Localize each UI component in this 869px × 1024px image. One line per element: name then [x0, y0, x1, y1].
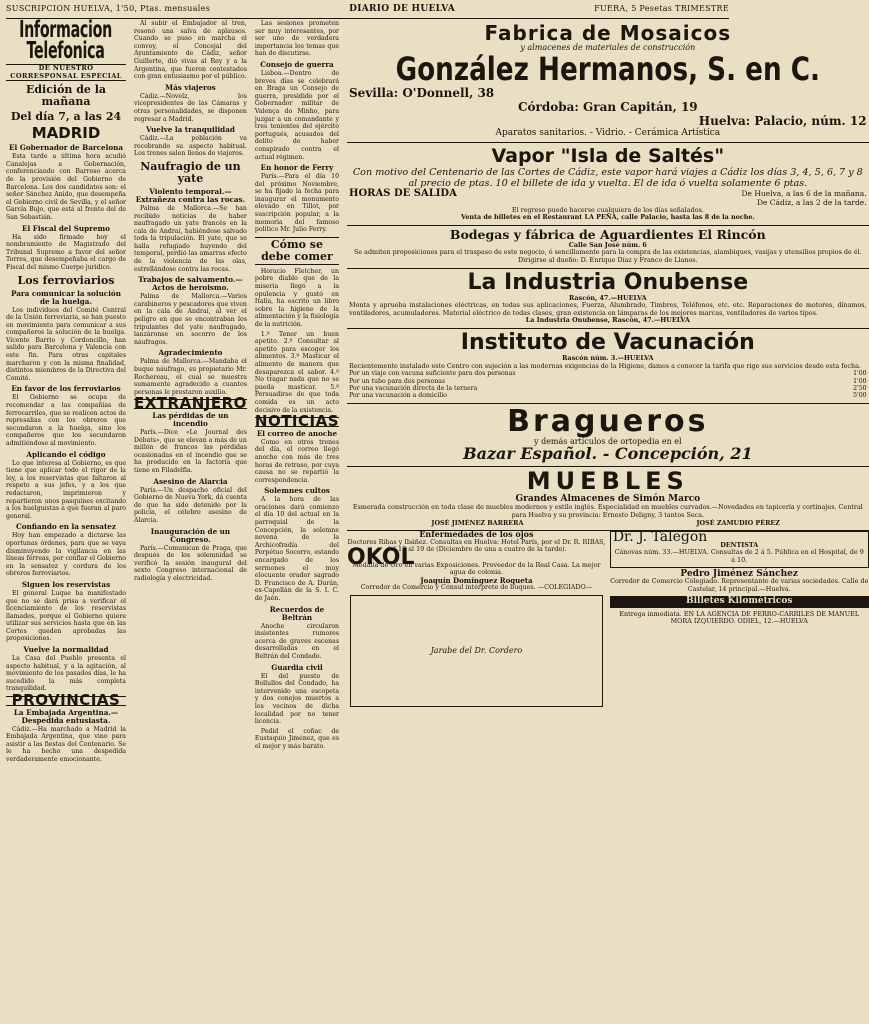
article-body: Cádiz.—La población va recobrando su aspecto habitual. Los trenes salen llenos de viajeros. [134, 135, 247, 158]
article-heading: Más viajeros [165, 82, 216, 92]
article-body: 1.º Tener un buen apetito. 2.º Consultar al apetito para escoger los alimentos. 3.º Masticar el alimento de manera que desaparezca el sabor. 4.º No tragar nada que no se pueda masticar. 5.º Persuadirse de que toda comida es un acto decisivo de la existencia. [254, 330, 340, 414]
ad-company-name: González Hermanos, S. en C. [395, 49, 821, 88]
ad-title: Fabrica de Mosaicos [484, 21, 732, 45]
article-body: Los individuos del Comité Central de la Unión ferroviaria, se han puesto en movimiento para comunicar a sus compañeros la solución de la huelga. Vicente Barrio y Cordoncillo, han salido para Barcelona y Valencia con este fin. Para otras capitales marcharon y con la misma finalidad, distintos miembros de la Directiva del Comité. [6, 306, 126, 382]
ad-title: Joaquín Domínguez Roqueta [420, 575, 533, 585]
price-value: 5'00 [853, 392, 867, 400]
ad-body: Doctores Ribas y Ibáñez. Consultas en Huelva: Hotel París, por el Dr. R. RIBAS, del 13 al 19 de (Diciembre de una a cuatro de la tarde). [347, 537, 606, 554]
article-body: Al subir el Embajador al tren, resonó una salva de aplausos. Cuando se puso en marcha el convoy, el Concejal del Ayuntamiento de Cádiz, señor Guillerte, dió vivas al Rey y a la Argentina, que fueron contestados con gran entusiasmo por el público. [134, 20, 247, 81]
section-heading: Naufragio de un yate [140, 159, 241, 185]
subscription-local: SUSCRIPCION HUELVA, 1'50, Ptas. mensuales [6, 4, 211, 13]
edition-date: Del día 7, a las 24 [10, 110, 122, 124]
article-heading: Recuerdos de Beltrán [269, 604, 325, 622]
ad-body: Corredor de Comercio y Cónsul intérprete de buques. —COLEGIADO— [360, 583, 593, 592]
article-heading: La Embajada Argentina.—Despedida entusiasta. [13, 707, 119, 725]
ad-mosaicos [347, 20, 869, 143]
ad-vapor [347, 143, 869, 226]
article-body: París.—Dice «Le Journal des Débats», que se elevan a más de un millón de francos las pérdidas ocasionadas en el incendio que se ha producido en la factoría que tiene en Filadelfia. [134, 428, 247, 474]
article-body: Horacio Fletcher, un pobre diablo que de la miseria llegó a la opulencia y gustó en Italia, ha escrito un libro sobre la higiene de la alimentación y la fisiología de la nutrición. [254, 267, 340, 328]
city-heading: MADRID [31, 124, 101, 143]
masthead: Informacion Telefonica [19, 17, 112, 64]
departure-huelva: De Huelva, a las 6 de la mañana. [741, 188, 867, 198]
price-row [349, 385, 867, 392]
price-item: Por un tubo para dos personas [349, 377, 446, 385]
ad-body: Corredor de Comercio Colegiado. Representante de varias sociedades. Calle de Castelar, 14 principal.—Huelva. [610, 577, 869, 593]
ad-address: Huelva: Palacio, núm. 12 [698, 113, 867, 128]
article-body: Como en otros trenes del día, el correo llegó anoche con más de tres horas de retraso, por cuya causa no se repartió la correspondencia. [254, 438, 340, 484]
noticias-heading: NOTICIAS [254, 412, 340, 431]
column-2 [134, 20, 247, 1020]
ad-title: Billetes Kilométricos [610, 596, 869, 608]
ad-body: Con motivo del Centenario de las Cortes de Cádiz, este vapor hará viajes a Cádiz los días 3, 4, 5, 6, 7 y 8 al precio de ptas. 10 el billete de ida y vuelta. El de ida ó vuelta solamente 6 ptas. [352, 166, 863, 189]
article-body: Las sesiones prometen ser muy interesantes, por ser uno de verdadera importancia los temas que han de discutirse. [254, 20, 340, 58]
departure-label: HORAS DE SALIDA [349, 187, 457, 199]
ad-footer: La Industria Onubense, Rascón, 47.—HUELVA [525, 316, 690, 325]
ad-title: La Industria Onubense [467, 269, 749, 295]
article-heading: Consejo de guerra [260, 59, 334, 69]
column-1 [6, 17, 126, 1020]
article-heading: Agradecimiento [158, 348, 223, 358]
ad-body: Recientemente instalado este Centro con sujeción a las modernas exigencias de la Higiene, damos a conocer la tarifa que rige sus servicios desde esta fecha. [349, 361, 861, 370]
article-heading: Vuelve la normalidad [23, 645, 109, 655]
ads-bottom [347, 531, 869, 710]
article-body: A la hora de las oraciones dará comienzo el día 10 del actual en la parroquial de la Concepción, la solemne novena de la Archicofradía del Perpétuo Socorro, estando encargado de los sermones el muy elocuente orador sagrado D. Francisco de A. Durán, ex-Capellán de la S. I. C. de Jaén. [254, 496, 340, 602]
article-heading: El Fiscal del Supremo [22, 223, 110, 233]
representative: JOSÉ JIMÉNEZ BARRERA [431, 518, 524, 527]
price-value: 2'50 [853, 384, 867, 392]
ad-address: Rascón núm. 3.—HUELVA [562, 353, 654, 362]
article-heading: Trabajos de salvamento.—Actos de heroismo. [138, 275, 243, 293]
ad-body: Esmerada construcción en toda clase de muebles modernos y estilo inglés. Especialidad en muebles curvados.—Novedades en tapicería y cortinajes. Central para Huelva y su provincia: Ernesto Deligny, 3 tantos Seca. [352, 503, 863, 519]
article-heading: Aplicando el código [26, 449, 106, 459]
ad-body: Entrega inmediata. EN LA AGENCIA DE FERRO-CARRILES DE MANUEL MORA IZQUIERDO. ODIEL, 12.—HUELVA [619, 609, 860, 626]
price-row [349, 370, 867, 377]
article-heading: Asesino de Alarcia [153, 476, 228, 486]
section-heading: Cómo se debe comer [255, 237, 339, 265]
bottle-label: Jarabe del Dr. Cordero [430, 646, 523, 656]
article-heading: Guardia civil [271, 662, 323, 672]
ads-bottom-right [610, 531, 869, 710]
article-body: Lisboa.—Dentro de breves días se celebrará en Braga un Consejo de guerra, presidido por el Gobernador militar de Valença do Minho, para juzgar a un comandante y tres tenientes del ejército portugués, acusados del delito de haber conspirado contra el actual régimen. [254, 69, 340, 161]
ad-items: Aparatos sanitarios. - Vidrio. - Cerámica Artística [495, 127, 721, 138]
article-heading: El Gobernador de Barcelona [9, 143, 123, 153]
edition-title: Edición de la mañana [25, 83, 107, 109]
ad-vacunacion [347, 329, 869, 404]
newspaper-name: DIARIO DE HUELVA [349, 4, 456, 14]
price-row [349, 392, 867, 399]
article-body: París.—Comunican de Praga, que después de los solemnidad se verificó la sesión inaugural del sexto Congreso internacional de radiología y electricidad. [134, 544, 247, 582]
article-body: Cádiz.—Novelz, los vicepresidentes de las Cámaras y otras personalidades, se disponen regresar a Madrid. [134, 92, 247, 123]
article-heading: Confiando en la sensatez [16, 522, 116, 532]
ad-subtitle: Grandes Almacenes de Simón Marco [515, 494, 701, 505]
ad-address: Rascón, 47.—HUELVA [569, 293, 647, 302]
ad-note: Venta de billetes en el Restaurant LA PEÑA, calle Palacio, hasta las 8 de la noche. [460, 213, 755, 222]
masthead-subtitle: DE NUESTRO CORRESPONSAL ESPECIAL [6, 64, 126, 81]
price-item: Por un viaje con vacuna suficiente para dos personas [349, 370, 516, 378]
representatives [349, 520, 867, 528]
article-heading: Las pérdidas de un incendio [152, 410, 229, 428]
ad-title: Bodegas y fábrica de Aguardientes El Rincón [449, 226, 766, 242]
article-body: Hoy han empezado a dictarse las oportunas órdenes, para que se vaya disminuyendo la vigilancia en las líneas férreas, por confiar el Gobierno en la sensatez y cordura de los obreros ferroviarios. [6, 532, 126, 578]
article-heading: Violento temporal.—Extrañeza contra las rocas. [135, 186, 246, 204]
ads-column [347, 20, 869, 1020]
price-list [349, 370, 867, 400]
ad-title: Instituto de Vacunación [460, 329, 755, 355]
departure-cadiz: De Cádiz, a las 2 de la tarde. [756, 197, 867, 207]
representative: JOSÉ ZAMUDIO PÉREZ [696, 518, 780, 527]
section-heading: Los ferroviarios [17, 273, 115, 287]
ad-body: Medalla de Oro en varias Exposiciones. Proveedor de la Real Casa. La mejor agua de colonia. [352, 560, 601, 577]
article-subheading: Para comunicar la solución de la huelga. [11, 288, 121, 306]
article-body: Anoche circularon insistentes rumores acerca de graves escenas desarrolladas en el Beltrán del Condado. [254, 622, 340, 660]
article-body: La Casa del Pueblo presenta el aspecto habitual, y a la agitación, al movimiento de los pasados días, le ha sucedido la más completa tranquilidad. [6, 655, 126, 693]
article-heading: En favor de los ferroviarios [11, 384, 121, 394]
ad-subtitle: y almacenes de materiales de construcción [520, 43, 696, 52]
price-value: 1'00 [853, 370, 867, 378]
ad-subtitle: y demás artículos de ortopedia en el [534, 436, 682, 446]
article-body: Palma de Mallorca.—Varios carabineros y pescadores que viven en la cala de Andraí, al ver el peligro en que se encontraban los tripulantes del yate naufragado, lanzáronse en socorro de los náufragos. [134, 293, 247, 346]
article-body: El del puesto de Bollullos del Condado, ha intervenido una escopeta y dos conejos muertos a los vecinos de dicha localidad por no tener licencia. [254, 672, 340, 726]
article-heading: Vuelve la tranquilidad [145, 125, 235, 135]
ad-title: Pedro Jiménez Sánchez [680, 568, 799, 579]
column-3 [255, 20, 339, 1020]
departure-times [349, 189, 867, 207]
article-heading: El correo de anoche [256, 428, 338, 438]
provincias-heading: PROVINCIAS [6, 696, 126, 706]
article-body: El general Luque ha manifestado que no se dará prisa a verificar el licenciamiento de los reservistas llamados, porque el Gobierno quiere utilizar sus servicios hasta que en las Cortes queden aprobadas las proposiciones. [6, 589, 126, 643]
ad-store: Bazar Español. - Concepción, 21 [463, 444, 753, 464]
article-heading: Solemnes cultos [264, 486, 330, 496]
ad-muebles [347, 467, 869, 531]
ad-body: Monta y aprueba instalaciones eléctricas, en todas sus aplicaciones, Fuerza, Alumbrado, Timbres, Teléfonos, etc. etc. Reparaciones de motores, dínamos, ventiladores, acumuladores. Material eléctrico de todas clases, gran existencia en lámparas de los mejores marcas, ventiladores de varios tipos. [349, 301, 867, 317]
article-body: Palma de Mallorca.—Se han recibido noticias de haber naufragado un yate francés en la cala de Andraí, habiéndose salvado toda la tripulación. El yate, que se halla refugiado huyendo del temporal, perdió las amarras efecto de la violencia de las olas, estrellándose contra las rocas. [134, 204, 247, 273]
subscription-outside: FUERA, 5 Pesetas TRIMESTRE [594, 4, 729, 13]
ad-industria [347, 269, 869, 329]
price-item: Por una vacunación a domicilio [349, 392, 447, 400]
ad-title: Vapor "Isla de Saltés" [491, 144, 725, 167]
ad-dentist [610, 531, 869, 567]
ad-title: MUEBLES [526, 467, 689, 496]
top-bar [6, 4, 729, 19]
article-heading: Inauguración de un Congreso. [150, 526, 231, 544]
article-heading: En honor de Ferry [260, 163, 334, 173]
price-row [349, 378, 867, 385]
ad-subtitle: DENTISTA [720, 540, 759, 549]
price-value: 1'00 [853, 377, 867, 385]
article-heading: Siguen los reservistas [21, 579, 111, 589]
ad-title: Dr. J. Talegon [612, 529, 708, 546]
ad-title: Bragueros [507, 403, 709, 439]
ad-body: Se admiten proposiciones para el traspaso de este negocio, ó sencillamente para la compra de las existencias, alambiques, vasijas y utensilios propios de él. Dirigirse al dueño: D. Enrique Díaz y Franco de Llanos. [353, 248, 862, 264]
article-body: Pedid el coñac de Eustaquio Jiménez, que es el mejor y más barato. [254, 727, 340, 750]
ad-address: Córdoba: Gran Capitán, 19 [517, 99, 698, 114]
ad-address: Calle San José núm. 6 [568, 240, 647, 249]
okol-brand: OKOL [347, 544, 415, 570]
ad-bragueros [347, 404, 869, 468]
ad-bodega [347, 226, 869, 269]
ads-bottom-left [347, 531, 606, 710]
article-body: Cádiz.—Ha marchado a Madrid la Embajada Argentina, que vino para asistir a las fiestas del Centenario. Se le ha hecho una despedida verdaderamente emocionante. [6, 725, 126, 763]
price-item: Por una vacunación directa de la ternera [349, 384, 478, 392]
extranjero-heading: EXTRANJERO [134, 394, 247, 413]
departure-list [742, 189, 867, 207]
ad-note: El regreso puede hacerse cualquiera de los días señalados. [511, 205, 704, 214]
article-body: Esta tarde a última hora acudió Canalejas a Gobernación, conferenciando con Barroso acerca de la provisión del Gobierno de Barcelona. Los dos candidatos son: el señor Sánchez Anido, que desempeña el Gobierno civil de Sevilla, y el señor García Bujo, que está al frente del de San Sebastián. [6, 153, 126, 221]
ad-title: Enfermedades de los ojos [419, 529, 534, 540]
article-body: París.—Para el día 10 del próximo Noviembre, se ha fijado la fecha para inaugurar el monumento elevado en Tillot, por suscripción popular, a la memoria del famoso político Mr. Julio Ferry. [254, 173, 340, 234]
article-body: París.—Un despacho oficial del Gobierno de Nueva York, dá cuenta de que ha sido detenido por la policía, el célebre asesino de Alarcia. [134, 486, 247, 524]
article-body: Lo que interesa al Gobierno, es que tiene que aplicar todo el rigor de la ley, a los reservistas que faltaron al respeto a sus jefes, y a los que redactaron, imprimieron y repartieron unos pasquines excitando a los huelguistas a que fueran al paro general. [6, 459, 126, 520]
ad-address: Sevilla: O'Donnell, 38 [349, 85, 495, 100]
article-body: Palma de Mallorca.—Mandaba el buque náufrago, su propietario Mr. Rochereau, el cual se muestra sumamente agradecido a cuantos personas le prestaron auxilio. [134, 358, 247, 396]
ad-body: Cánovas núm. 33.—HUELVA. Consultas de 2 á 5. Pública en el Hospital, de 9 á 10. [614, 548, 864, 564]
article-body: El Gobierno se ocupa de recomendar a las compañías de ferrocarriles, que se realicen actos de represalias con los obreros que secundaron a la huelga, sino los compañeros que los secundaron admitiéndose al movimiento. [6, 394, 126, 447]
syrup-bottle-illustration [350, 595, 603, 707]
article-body: Ha sido firmado hoy el nombramiento de Magistrado del Tribunal Supremo a favor del señor Torres, que desempeñaba el cargo de Fiscal del mismo Cuerpo jurídico. [6, 233, 126, 271]
